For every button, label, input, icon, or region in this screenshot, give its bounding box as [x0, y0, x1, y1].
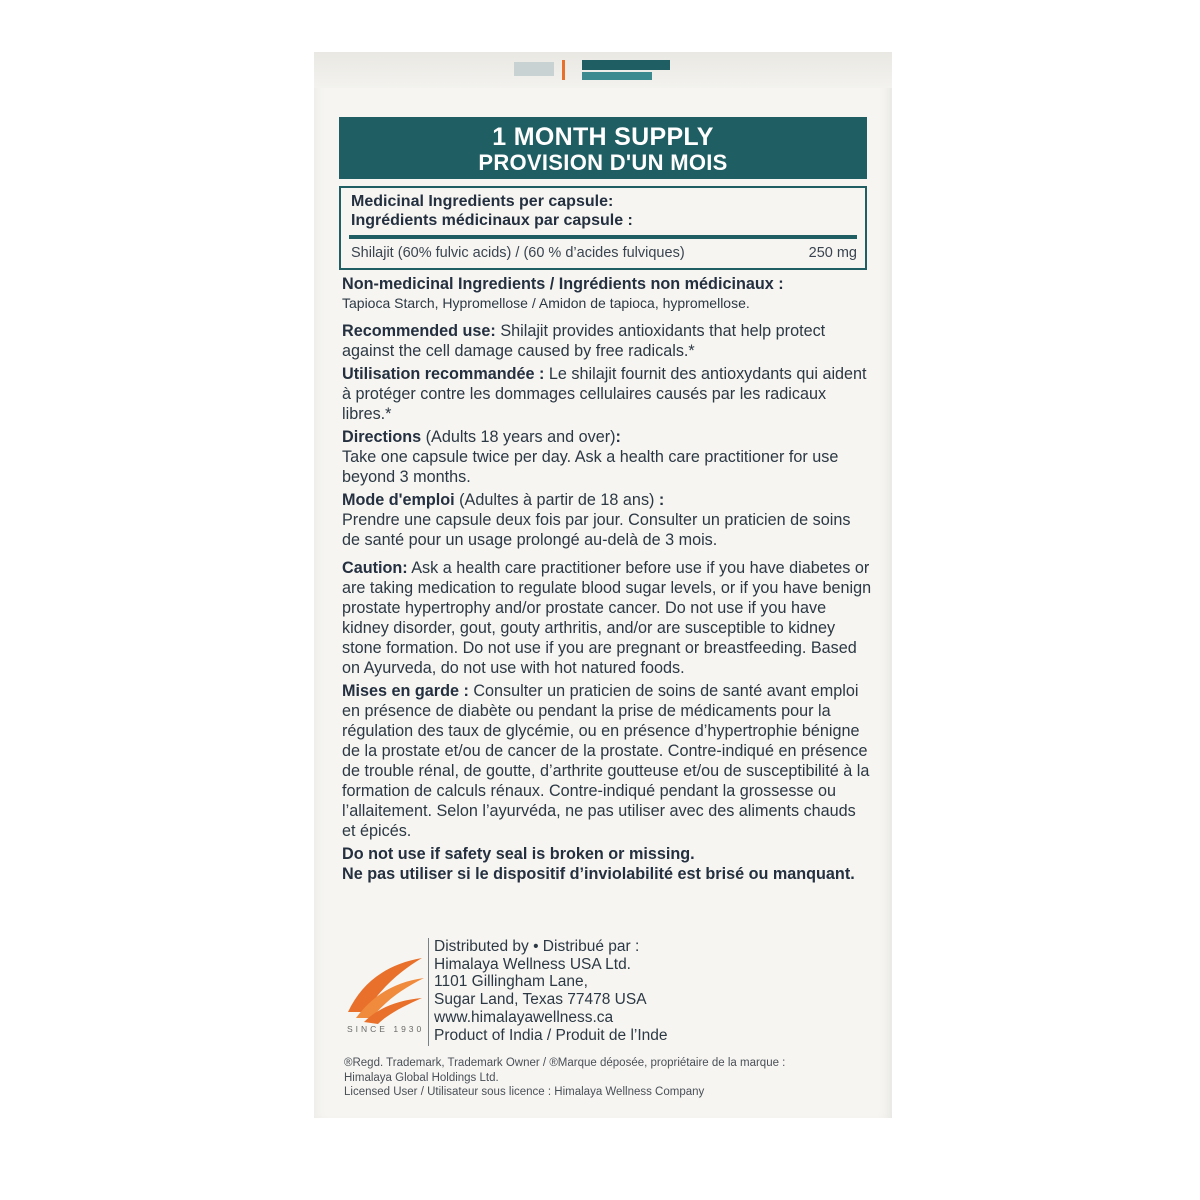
caution — [342, 558, 872, 678]
distributor-divider — [428, 938, 429, 1046]
since-1930: SINCE 1930 — [347, 1024, 425, 1034]
distributor-block — [342, 938, 862, 1050]
distributor-line-4: Sugar Land, Texas 77478 USA — [434, 991, 647, 1009]
label-text-body — [342, 274, 872, 884]
mises-en-garde-label: Mises en garde : — [342, 682, 469, 700]
caution-text: Ask a health care practitioner before use if you have diabetes or are taking medication to regulate blood sugar levels, or if you have benign prostate hypertrophy and/or prostate cancer. Do not use if you have kidney disorder, gout, gouty arthritis, and/or are susceptible to kidney stone formation. Do not use if you are pregnant or breastfeeding. Based on Ayurveda, do not use with hot natured foods. — [342, 559, 872, 677]
himalaya-leaf-logo-icon — [342, 952, 430, 1030]
directions-text: Take one capsule twice per day. Ask a health care practitioner for use beyond 3 months. — [342, 448, 839, 486]
mode-emploi-label: Mode d'emploi — [342, 491, 455, 509]
product-box-back — [314, 52, 892, 1118]
table-rule — [349, 235, 857, 239]
mode-emploi-heading — [342, 490, 872, 510]
seal-warning-fr: Ne pas utiliser si le dispositif d’inviolabilité est brisé ou manquant. — [342, 865, 855, 883]
supply-title-fr: PROVISION D'UN MOIS — [478, 150, 728, 175]
mises-en-garde-text: Consulter un praticien de soins de santé avant emploi en présence de diabète ou pendant la prise de médicaments pour la régulation des taux de glycémie, ou en présence d’hypertrophie bénigne de la prostate et/ou de cancer de la prostate. Contre-indiqué en présence de trouble rénal, de goutte, d’arthrite goutteuse et/ou de susceptibilité à la formation de calculs rénaux. Contre-indiqué pendant la grossesse ou l’allaitement. Selon l’ayurvéda, ne pas utiliser avec des aliments chauds et épicés. — [342, 682, 870, 840]
legal-line-1: ®Regd. Trademark, Trademark Owner / ®Marque déposée, propriétaire de la marque : — [344, 1057, 786, 1069]
medicinal-ingredients-table — [339, 186, 867, 270]
directions-sub: (Adults 18 years and over) — [421, 428, 616, 446]
distributor-address — [434, 938, 668, 1044]
supply-title-en: 1 MONTH SUPPLY — [492, 123, 714, 151]
ingredient-name: Shilajit (60% fulvic acids) / (60 % d’acides fulviques) — [351, 245, 685, 261]
medicinal-heading-fr: Ingrédients médicinaux par capsule : — [351, 212, 633, 229]
ingredient-amount: 250 mg — [808, 245, 857, 261]
distributor-line-3: 1101 Gillingham Lane, — [434, 973, 588, 991]
utilisation-label: Utilisation recommandée : — [342, 365, 545, 383]
seal-warning-en: Do not use if safety seal is broken or missing. — [342, 845, 695, 863]
caution-label: Caution: — [342, 559, 408, 577]
distributor-line-2: Himalaya Wellness USA Ltd. — [434, 955, 631, 973]
directions-colon: : — [615, 428, 621, 446]
supply-banner — [339, 117, 867, 179]
top-label-fragment — [514, 58, 694, 82]
directions-heading — [342, 427, 872, 447]
non-medicinal-heading: Non-medicinal Ingredients / Ingrédients non médicinaux : — [342, 275, 784, 293]
box-top-edge — [314, 52, 892, 88]
distributor-origin: Product of India / Produit de l’Inde — [434, 1026, 668, 1044]
directions-label: Directions — [342, 428, 422, 446]
distributor-website: www.himalayawellness.ca — [434, 1008, 614, 1026]
distributor-line-1: Distributed by • Distribué par : — [434, 938, 640, 955]
utilisation — [342, 364, 872, 424]
mode-emploi-text: Prendre une capsule deux fois par jour. Consulter un praticien de soins de santé pour un usage prolongé au-delà de 3 mois. — [342, 511, 851, 549]
medicinal-heading-en: Medicinal Ingredients per capsule: — [351, 193, 614, 210]
mises-en-garde — [342, 681, 872, 841]
legal-line-3: Licensed User / Utilisateur sous licence : Himalaya Wellness Company — [344, 1086, 705, 1098]
legal-line-2: Himalaya Global Holdings Ltd. — [344, 1071, 499, 1084]
non-medicinal-text: Tapioca Starch, Hypromellose / Amidon de tapioca, hypromellose. — [342, 295, 750, 311]
mode-emploi-sub: (Adultes à partir de 18 ans) — [454, 491, 655, 509]
utilisation-text: Le shilajit fournit des antioxydants qui aident à protéger contre les dommages cellulaires causés par les radicaux libres.* — [342, 365, 867, 423]
recommended-use-text: Shilajit provides antioxidants that help protect against the cell damage caused by free radicals.* — [342, 322, 826, 360]
recommended-use — [342, 321, 872, 361]
recommended-use-label: Recommended use: — [342, 322, 496, 340]
mode-emploi-colon: : — [654, 491, 665, 509]
legal-notice — [344, 1056, 874, 1100]
